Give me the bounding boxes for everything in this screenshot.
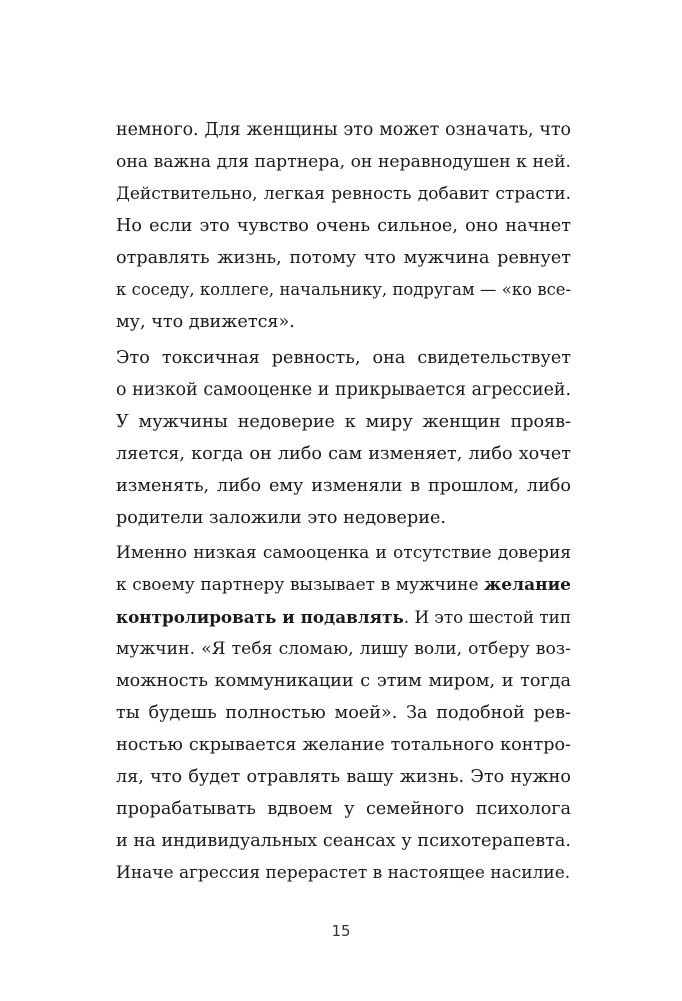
text-line: можность коммуникации с этим миром, и тогда <box>116 671 571 691</box>
text-line: ля, что будет отравлять вашу жизнь. Это нужно <box>116 767 571 787</box>
text-line: ляется, когда он либо сам изменяет, либо хочет <box>116 444 571 464</box>
emphasis-text: желание <box>484 575 571 595</box>
text-line: прорабатывать вдвоем у семейного психолога <box>116 799 571 819</box>
text-line: и на индивидуальных сеансах у психотерапевта. <box>116 831 571 851</box>
page-number: 15 <box>331 922 351 940</box>
text-line: ностью скрывается желание тотального контро- <box>116 735 571 755</box>
text-line: У мужчины недоверие к миру женщин прояв- <box>116 412 571 432</box>
text-line: му, что движется». <box>116 312 295 332</box>
text-line: Это токсичная ревность, она свидетельствует <box>116 348 571 368</box>
text-line: к соседу, коллеге, начальнику, подругам — «ко все- <box>116 280 571 299</box>
text-fragment: к своему партнеру вызывает в мужчине <box>116 575 485 595</box>
text-line: она важна для партнера, он неравнодушен к ней. <box>116 152 571 172</box>
text-line <box>116 569 571 601</box>
emphasis-text: контролировать и подавлять <box>116 607 404 627</box>
text-fragment: . И это шестой тип <box>403 607 572 627</box>
text-line <box>116 601 571 633</box>
text-line: изменять, либо ему изменяли в прошлом, либо <box>116 476 571 496</box>
text-line: Но если это чувство очень сильное, оно начнет <box>116 216 571 236</box>
paragraph-2 <box>116 342 571 534</box>
text-line: Иначе агрессия перерастет в настоящее насилие. <box>116 863 571 883</box>
paragraph-1 <box>116 114 571 338</box>
text-line: родители заложили это недоверие. <box>116 508 446 528</box>
text-line: ты будешь полностью моей». За подобной рев- <box>116 703 571 723</box>
text-line: Действительно, легкая ревность добавит страсти. <box>116 184 571 204</box>
text-line: Именно низкая самооценка и отсутствие доверия <box>116 543 571 563</box>
paragraph-3 <box>116 537 571 889</box>
text-line: о низкой самооценке и прикрывается агрессией. <box>116 380 571 400</box>
text-line: немного. Для женщины это может означать, что <box>116 120 571 140</box>
text-line: отравлять жизнь, потому что мужчина ревнует <box>116 248 571 268</box>
text-line: мужчин. «Я тебя сломаю, лишу воли, отберу воз- <box>116 639 571 659</box>
